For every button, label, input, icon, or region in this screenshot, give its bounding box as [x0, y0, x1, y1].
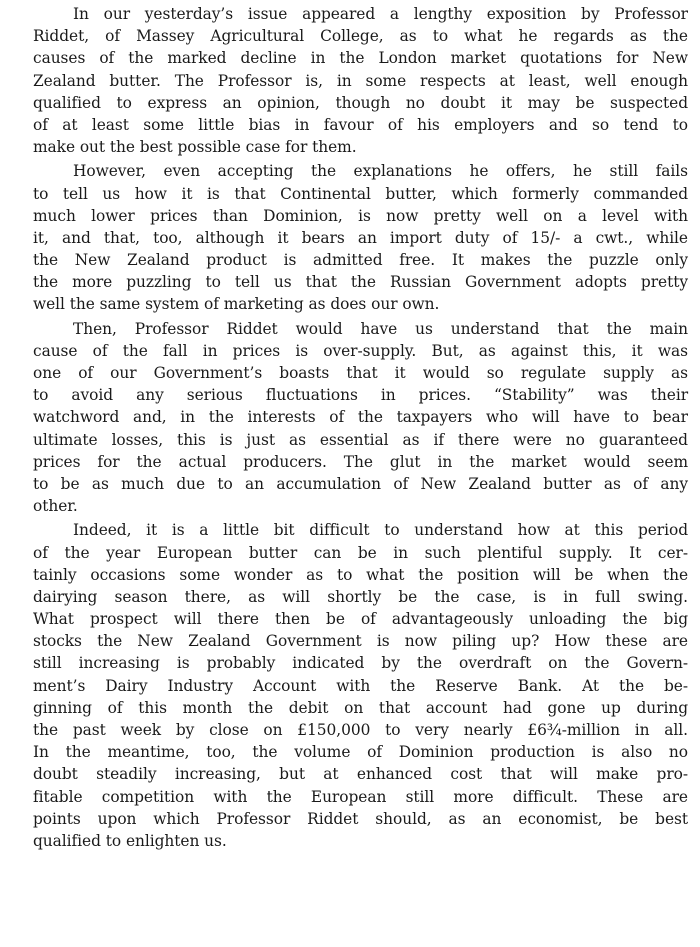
text-line: of at least some little bias in favour of his employers and so tend to: [33, 115, 688, 134]
text-line: causes of the marked decline in the London market quotations for New: [33, 49, 688, 68]
text-line: dairying season there, as will shortly be the case, is in full swing.: [33, 587, 688, 606]
paragraph-1: [33, 3, 688, 158]
text-line: Indeed, it is a little bit difficult to understand how at this period: [73, 521, 688, 540]
text-line: it, and that, too, although it bears an import duty of 15/- a cwt., while: [33, 228, 688, 247]
text-line: Zealand butter. The Professor is, in some respects at least, well enough: [33, 71, 688, 90]
paragraph-3: [33, 318, 688, 518]
text-line: points upon which Professor Riddet should, as an economist, be best: [33, 809, 688, 828]
text-line: Then, Professor Riddet would have us understand that the main: [73, 319, 688, 338]
text-line: In the meantime, too, the volume of Dominion production is also no: [33, 743, 688, 762]
text-line: of the year European butter can be in such plentiful supply. It cer-: [33, 543, 688, 562]
text-line: fitable competition with the European still more difficult. These are: [33, 787, 688, 806]
text-line: the New Zealand product is admitted free. It makes the puzzle only: [33, 251, 688, 270]
text-line: Riddet, of Massey Agricultural College, as to what he regards as the: [33, 27, 688, 46]
text-line: stocks the New Zealand Government is now piling up? How these are: [33, 632, 688, 651]
text-line: qualified to express an opinion, though no doubt it may be suspected: [33, 93, 688, 112]
text-line: ment’s Dairy Industry Account with the Reserve Bank. At the be-: [33, 676, 688, 695]
text-line: much lower prices than Dominion, is now pretty well on a level with: [33, 206, 688, 225]
text-line: cause of the fall in prices is over-supply. But, as against this, it was: [33, 341, 688, 360]
text-line: other.: [33, 497, 78, 516]
text-line: watchword and, in the interests of the taxpayers who will have to bear: [33, 408, 688, 427]
text-line: make out the best possible case for them.: [33, 138, 357, 157]
text-line: the past week by close on £150,000 to very nearly £6¾-million in all.: [33, 721, 688, 739]
text-line: ginning of this month the debit on that account had gone up during: [33, 698, 688, 717]
text-line: one of our Government’s boasts that it would so regulate supply as: [33, 364, 688, 382]
text-line: to tell us how it is that Continental butter, which formerly commanded: [33, 184, 688, 203]
text-line: What prospect will there then be of advantageously unloading the big: [33, 610, 688, 629]
text-line: to avoid any serious fluctuations in prices. “Stability” was their: [33, 386, 688, 405]
text-line: still increasing is probably indicated by the overdraft on the Govern-: [33, 654, 688, 673]
paragraph-4: [33, 519, 688, 852]
text-line: well the same system of marketing as does our own.: [33, 295, 440, 314]
text-line: ultimate losses, this is just as essential as if there were no guaranteed: [33, 430, 688, 449]
text-line: In our yesterday’s issue appeared a lengthy exposition by Professor: [73, 5, 688, 23]
text-line: tainly occasions some wonder as to what the position will be when the: [33, 565, 688, 584]
text-line: doubt steadily increasing, but at enhanced cost that will make pro-: [33, 765, 688, 784]
paragraph-2: [33, 160, 688, 315]
text-line: prices for the actual producers. The glut in the market would seem: [33, 452, 688, 471]
text-line: qualified to enlighten us.: [33, 831, 227, 850]
text-line: the more puzzling to tell us that the Russian Government adopts pretty: [33, 273, 688, 292]
text-line: However, even accepting the explanations he offers, he still fails: [73, 162, 688, 181]
text-line: to be as much due to an accumulation of New Zealand butter as of any: [33, 474, 688, 493]
